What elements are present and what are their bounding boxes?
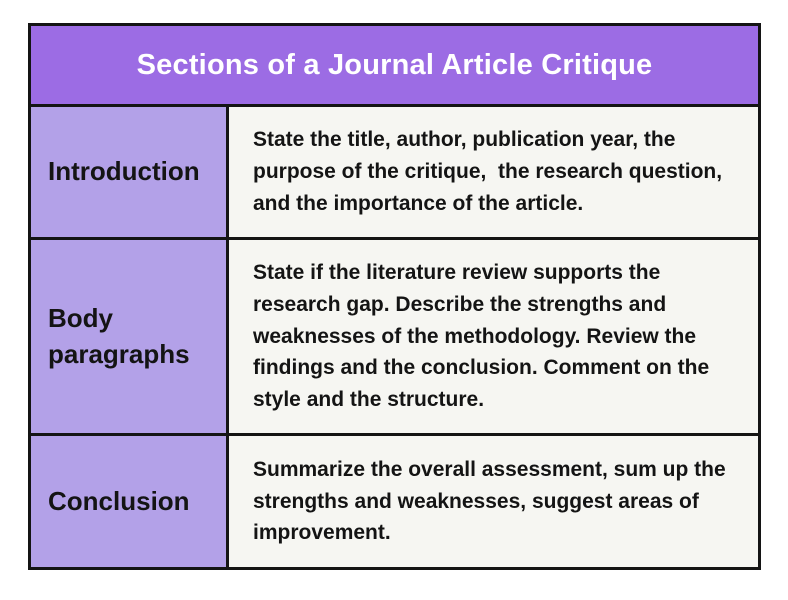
section-label: Conclusion: [48, 485, 190, 516]
table-row-body-paragraphs: [31, 237, 758, 433]
section-label-cell: [31, 107, 229, 237]
table-row-introduction: [31, 104, 758, 237]
section-description-cell: [229, 436, 758, 567]
section-label: Introduction: [48, 156, 200, 187]
table-row-conclusion: [31, 433, 758, 567]
section-label: Body paragraphs: [48, 303, 190, 369]
table-title: Sections of a Journal Article Critique: [136, 48, 653, 81]
section-description: State if the literature review supports the research gap. Describe the strengths and weaknesses of the methodology. Review the findings and the conclusion. Comment on the style and the structure.: [253, 260, 716, 412]
section-label-cell: [31, 240, 229, 433]
table-header-row: [31, 26, 758, 104]
section-description: Summarize the overall assessment, sum up the strengths and weaknesses, suggest areas of improvement.: [253, 457, 732, 545]
section-label-cell: [31, 436, 229, 567]
section-description-cell: [229, 240, 758, 433]
section-description: State the title, author, publication year, the purpose of the critique, the research question, and the importance of the article.: [253, 128, 728, 215]
section-description-cell: [229, 107, 758, 237]
critique-table: [28, 23, 761, 570]
